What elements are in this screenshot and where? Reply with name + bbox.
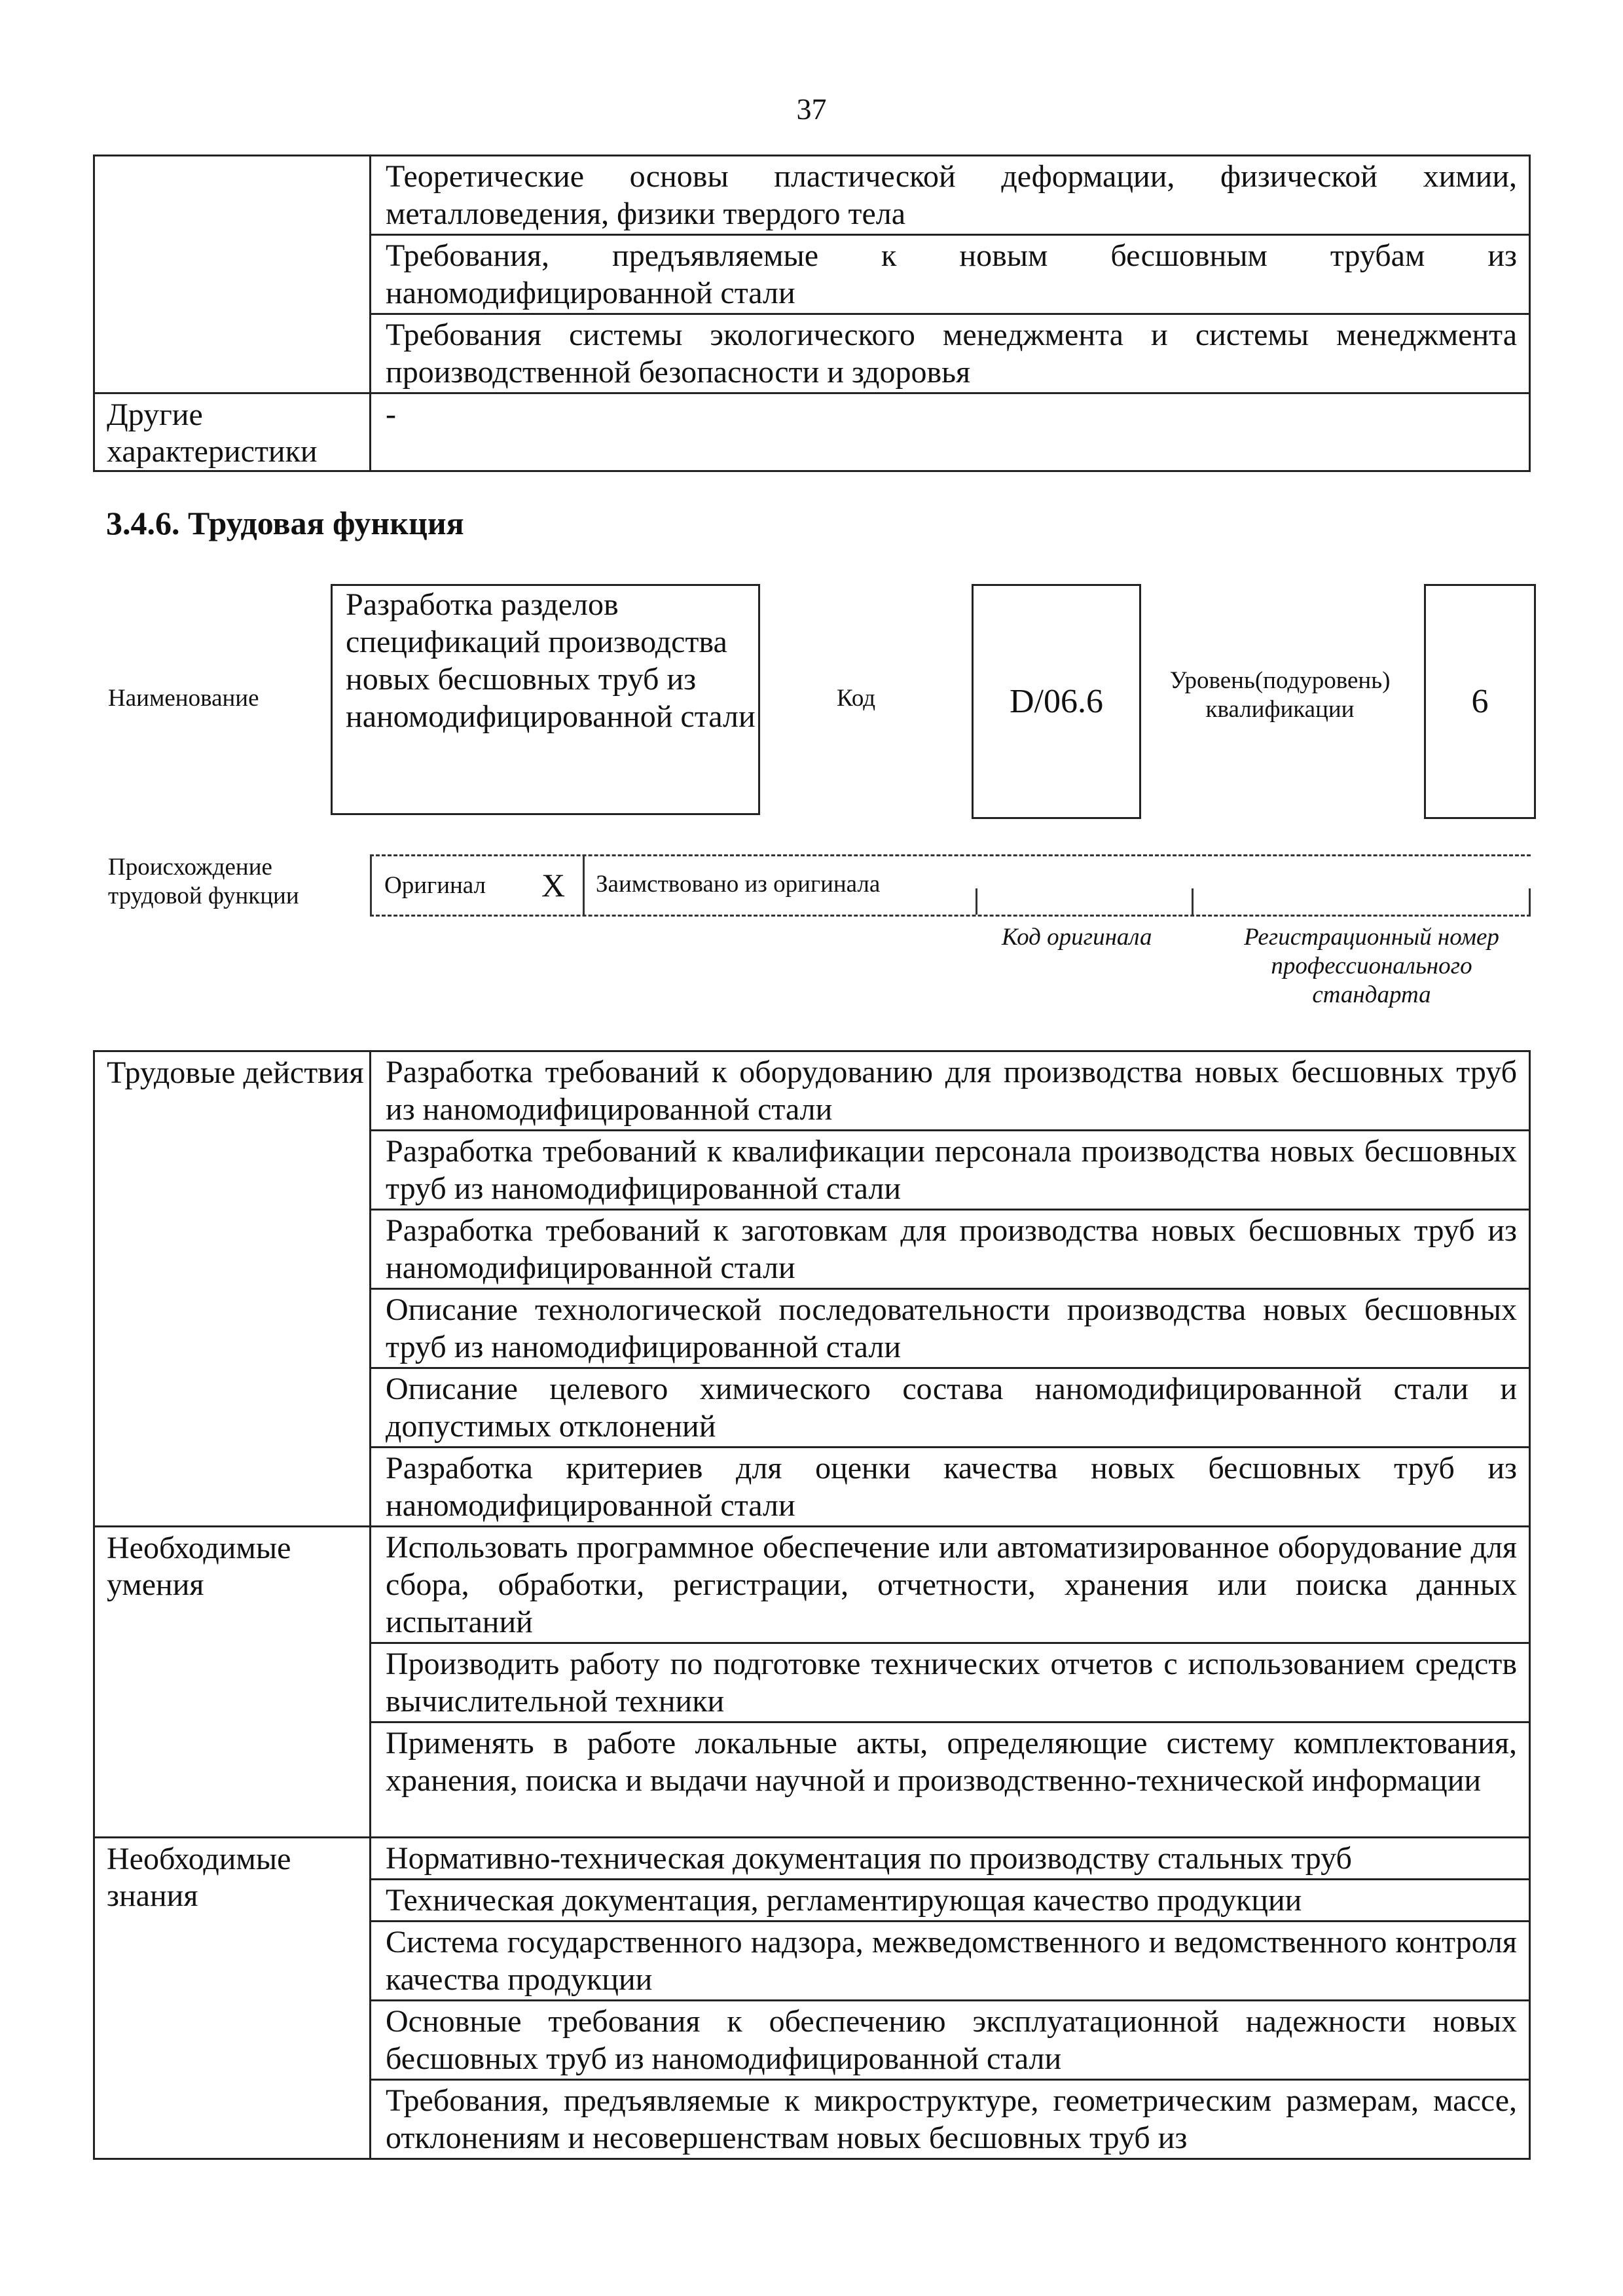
origin-borrowed: Заимствовано из оригинала — [596, 871, 881, 898]
table-cell: Разработка требований к квалификации персонала производства новых бесшовных труб из наномодифицированной стали — [371, 1131, 1530, 1210]
row-label: Другие характеристики — [94, 393, 371, 471]
table-cell: Производить работу по подготовке технических отчетов с использованием средств вычислительной техники — [371, 1643, 1530, 1722]
table-cell: Теоретические основы пластической деформации, физической химии, металловедения, физики твердого тела — [371, 156, 1530, 235]
origin-sep-3 — [1192, 888, 1194, 915]
table-row — [94, 156, 1530, 235]
origin-sep-1 — [583, 854, 585, 915]
origin-original: Оригинал — [384, 872, 486, 899]
origin-left-border — [370, 854, 372, 915]
row-label-empty — [94, 156, 371, 393]
group-label-actions: Трудовые действия — [94, 1051, 371, 1527]
code-original-caption: Код оригинала — [1002, 924, 1152, 951]
table-cell: Требования, предъявляемые к микроструктуре, геометрическим размерам, массе, отклонениям и несовершенствам новых бесшовных труб из — [371, 2080, 1530, 2159]
table-row — [94, 1051, 1530, 1131]
group-label-knowledge: Необходимые знания — [94, 1838, 371, 2159]
table-cell: Система государственного надзора, межведомственного и ведомственного контроля качества продукции — [371, 1922, 1530, 2001]
reg-number-caption: Регистрационный номер профессионального стандарта — [1244, 924, 1499, 1008]
name-value-box: Разработка разделов спецификаций производства новых бесшовных труб из наномодифицированной стали — [331, 584, 760, 815]
origin-sep-2 — [976, 888, 977, 915]
table-cell: Использовать программное обеспечение или автоматизированное оборудование для сбора, обработки, регистрации, отчетности, хранения или поиска данных испытаний — [371, 1527, 1530, 1643]
origin-right-border — [1529, 888, 1531, 915]
origin-bottom-border — [370, 915, 1531, 917]
table-cell: Разработка критериев для оценки качества новых бесшовных труб из наномодифицированной стали — [371, 1448, 1530, 1527]
table-row — [94, 1838, 1530, 1880]
level-label: Уровень(подуровень) квалификации — [1169, 667, 1391, 723]
table-cell: Описание целевого химического состава наномодифицированной стали и допустимых отклонений — [371, 1368, 1530, 1448]
code-label: Код — [837, 685, 876, 712]
table-cell: Требования, предъявляемые к новым бесшовным трубам из наномодифицированной стали — [371, 235, 1530, 314]
table-cell: Применять в работе локальные акты, определяющие систему комплектования, хранения, поиска и выдачи научной и производственно-технической информации — [371, 1722, 1530, 1838]
group-label-skills: Необходимые умения — [94, 1527, 371, 1838]
table-cell: Основные требования к обеспечению эксплуатационной надежности новых бесшовных труб из наномодифицированной стали — [371, 2001, 1530, 2080]
table-row — [94, 1527, 1530, 1643]
table-cell: Разработка требований к заготовкам для производства новых бесшовных труб из наномодифицированной стали — [371, 1210, 1530, 1289]
table-cell: Нормативно-техническая документация по производству стальных труб — [371, 1838, 1530, 1880]
origin-label: Происхождение трудовой функции — [108, 854, 299, 909]
section-title: 3.4.6. Трудовая функция — [106, 505, 464, 541]
table-cell: Требования системы экологического менеджмента и системы менеджмента производственной безопасности и здоровья — [371, 314, 1530, 393]
table-cell: Описание технологической последовательности производства новых бесшовных труб из наномодифицированной стали — [371, 1289, 1530, 1368]
page-number: 37 — [796, 92, 827, 126]
origin-top-border — [370, 854, 1531, 856]
level-value-box: 6 — [1424, 584, 1536, 819]
code-value-box: D/06.6 — [972, 584, 1141, 819]
table-cell: Разработка требований к оборудованию для производства новых бесшовных труб из наномодифицированной стали — [371, 1051, 1530, 1131]
name-label: Наименование — [108, 685, 259, 712]
origin-mark: X — [541, 867, 566, 903]
top-table — [93, 155, 1531, 472]
table-row — [94, 393, 1530, 471]
table-cell: - — [371, 393, 1530, 471]
origin-row — [370, 854, 1531, 915]
table-cell: Техническая документация, регламентирующая качество продукции — [371, 1880, 1530, 1922]
main-table — [93, 1050, 1531, 2160]
